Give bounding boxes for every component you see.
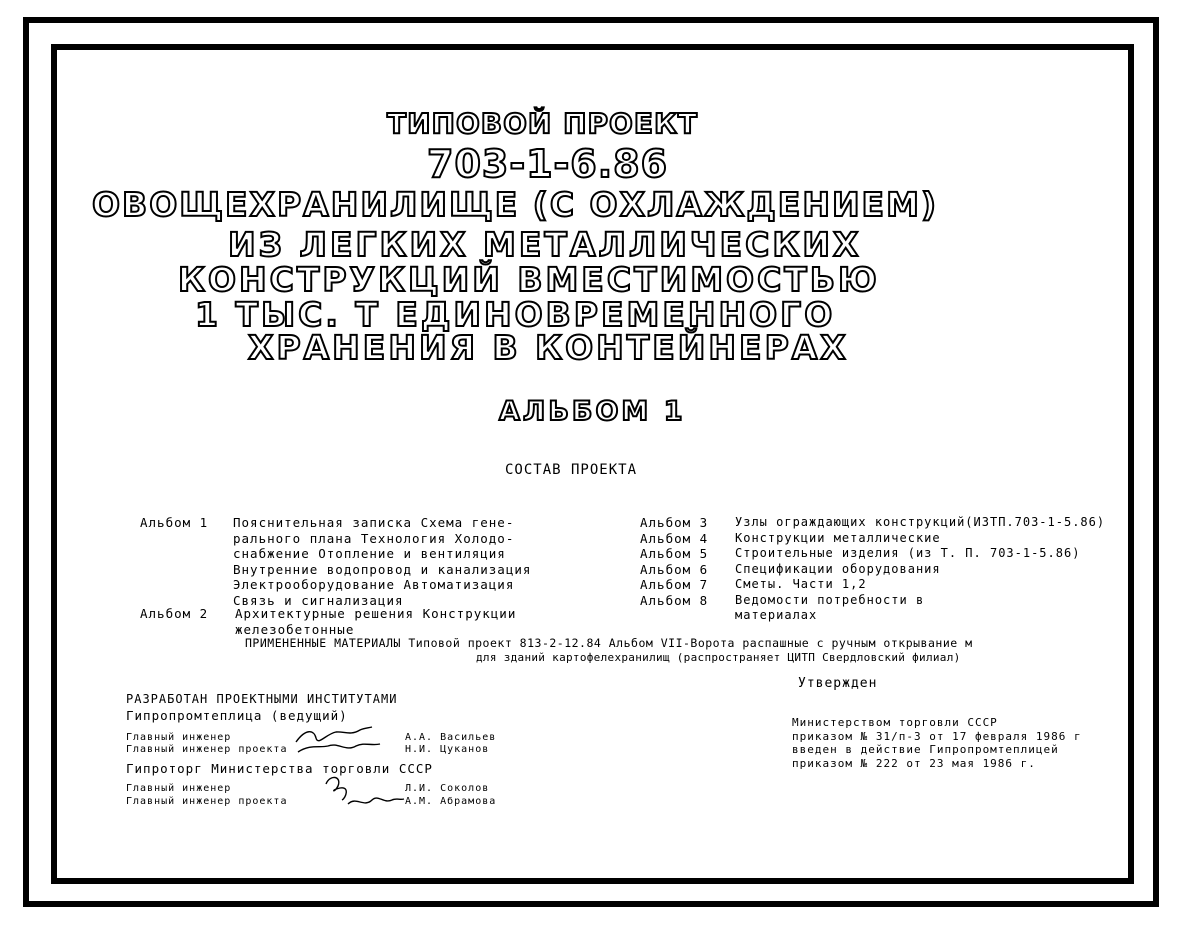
album-1-label: Альбом 1 bbox=[140, 515, 209, 530]
album-1-line: Пояснительная записка Схема гене- bbox=[233, 515, 515, 530]
approval-block bbox=[792, 716, 1082, 770]
title-line-6: 1 ТЫС. Т ЕДИНОВРЕМЕННОГО bbox=[195, 295, 836, 334]
album-label: Альбом 3 bbox=[640, 515, 709, 530]
album-8-text: Ведомости потребности в bbox=[735, 592, 925, 607]
album-1-contents bbox=[233, 515, 531, 608]
name-tsukanov: Н.И. Цуканов bbox=[405, 744, 490, 755]
materials-line-2: для зданий картофелехранилищ (распространяет ЦИТП Свердловский филиал) bbox=[476, 651, 961, 664]
signature-sokolov-abramova bbox=[320, 772, 405, 812]
album-title: АЛЬБОМ 1 bbox=[499, 396, 686, 427]
album-2-line: Архитектурные решения Конструкции bbox=[235, 606, 517, 621]
name-sokolov: Л.И. Соколов bbox=[405, 783, 490, 794]
materials-line-1: ПРИМЕНЕННЫЕ МАТЕРИАЛЫ Типовой проект 813-2-12.84 Альбом VII-Ворота распашные с ручным открывание м bbox=[245, 636, 973, 650]
album-label: Альбом 5 bbox=[640, 546, 709, 561]
signature-vasiliev bbox=[292, 722, 382, 756]
approval-line: приказом № 222 от 23 мая 1986 г. bbox=[792, 756, 1036, 770]
name-abramova: А.М. Абрамова bbox=[405, 796, 497, 807]
composition-heading: СОСТАВ ПРОЕКТА bbox=[505, 462, 638, 478]
album-2-contents bbox=[235, 606, 516, 637]
album-1-line: снабжение Отопление и вентиляция bbox=[233, 546, 506, 561]
second-institute: Гипроторг Министерства торговли СССР bbox=[126, 761, 433, 776]
role-chief-engineer: Главный инженер bbox=[126, 732, 232, 743]
album-3-text: Узлы ограждающих конструкций(ИЗТП.703-1-5.86) bbox=[735, 515, 1106, 529]
album-7-text: Сметы. Части 1,2 bbox=[735, 577, 867, 591]
title-line-7: ХРАНЕНИЯ В КОНТЕЙНЕРАХ bbox=[248, 328, 849, 367]
album-label: Альбом 8 bbox=[640, 592, 709, 608]
name-vasiliev: А.А. Васильев bbox=[405, 732, 497, 743]
lead-institute: Гипропромтеплица (ведущий) bbox=[126, 708, 348, 723]
album-4-text: Конструкции металлические bbox=[735, 530, 941, 545]
album-label: Альбом 6 bbox=[640, 561, 709, 577]
approval-line: приказом № 31/п-3 от 17 февраля 1986 г bbox=[792, 729, 1082, 743]
album-1-line: Внутренние водопровод и канализация bbox=[233, 561, 532, 577]
album-1-line: Связь и сигнализация bbox=[233, 592, 404, 608]
title-line-4: ИЗ ЛЕГКИХ МЕТАЛЛИЧЕСКИХ bbox=[228, 225, 862, 264]
title-line-5: КОНСТРУКЦИЙ ВМЕСТИМОСТЬЮ bbox=[178, 260, 880, 299]
album-1-line: Электрооборудование Автоматизация bbox=[233, 577, 515, 592]
album-label: Альбом 4 bbox=[640, 530, 709, 546]
role-chief-engineer-2: Главный инженер bbox=[126, 783, 232, 794]
project-code: 703-1-6.86 bbox=[427, 142, 669, 186]
role-chief-project-engineer: Главный инженер проекта bbox=[126, 744, 288, 755]
album-6-text: Спецификации оборудования bbox=[735, 561, 941, 576]
album-1-line: рального плана Технология Холодо- bbox=[233, 530, 515, 546]
role-chief-project-engineer-2: Главный инженер проекта bbox=[126, 796, 288, 807]
approval-line: введен в действие Гипропромтеплицей bbox=[792, 743, 1059, 756]
album-label: Альбом 7 bbox=[640, 577, 709, 592]
album-2-line: железобетонные bbox=[235, 621, 355, 637]
developers-heading: РАЗРАБОТАН ПРОЕКТНЫМИ ИНСТИТУТАМИ bbox=[126, 692, 398, 706]
approval-heading: Утвержден bbox=[798, 676, 878, 691]
album-2-label: Альбом 2 bbox=[140, 606, 209, 621]
album-5-text: Строительные изделия (из Т. П. 703-1-5.86) bbox=[735, 546, 1081, 560]
approval-line: Министерством торговли СССР bbox=[792, 716, 998, 729]
album-list-right-labels bbox=[640, 515, 708, 608]
title-line-typical-project: ТИПОВОЙ ПРОЕКТ bbox=[387, 107, 698, 140]
album-list-right-contents bbox=[735, 515, 1105, 624]
album-8-text-cont: материалах bbox=[735, 608, 818, 622]
title-line-3: ОВОЩЕХРАНИЛИЩЕ (С ОХЛАЖДЕНИЕМ) bbox=[92, 185, 939, 224]
